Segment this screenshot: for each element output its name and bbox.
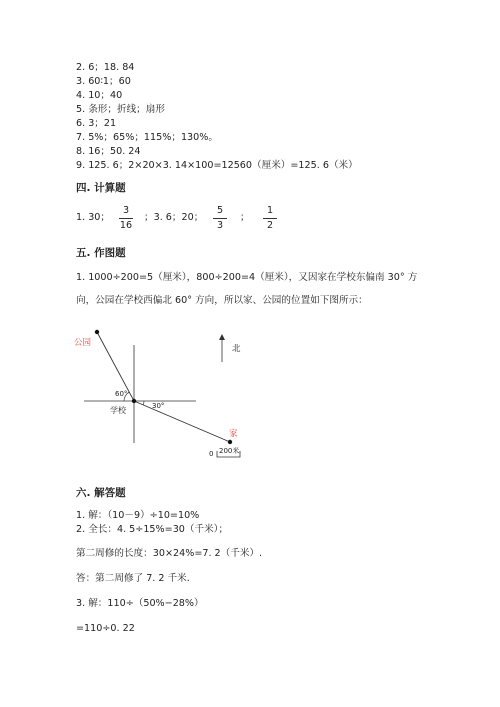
answer-line-3: 3. 60∶1；60	[76, 76, 131, 87]
solution-line-3: 第二周修的长度：30×24%=7. 2（千米）.	[76, 548, 263, 559]
answer-line-2: 2. 6；18. 84	[76, 62, 135, 73]
drawing-paragraph-line-2: 向，公园在学校西偏北 60° 方向，所以家、公园的位置如下图所示：	[76, 295, 368, 306]
drawing-paragraph-line-1: 1. 1000÷200=5（厘米），800÷200=4（厘米），又因家在学校东偏南 30° 方	[76, 272, 418, 283]
calc-separator-2: ；	[240, 212, 250, 223]
angle-arc-east	[143, 401, 144, 405]
answer-line-7: 7. 5%；65%；115%；130%。	[76, 132, 218, 143]
fraction-1-denominator: 16	[119, 220, 133, 231]
answer-line-6: 6. 3；21	[76, 118, 117, 129]
scale-zero-label: 0	[209, 450, 214, 458]
fraction-2-numerator: 5	[216, 205, 224, 216]
school-label: 学校	[110, 406, 126, 415]
angle-east-label: 30°	[152, 402, 165, 410]
north-label: 北	[232, 344, 241, 354]
solution-line-5: 3. 解：110÷（50%−28%）	[76, 598, 204, 609]
solution-line-2: 2. 全长：4. 5÷15%=30（千米）；	[76, 524, 229, 535]
answer-line-9: 9. 125. 6；2×20×3. 14×100=12560（厘米）=125. 6（米）	[76, 160, 358, 171]
answer-line-4: 4. 10；40	[76, 90, 123, 101]
home-point	[228, 440, 232, 444]
solution-line-1: 1. 解：（10－9）÷10=10%	[76, 510, 200, 521]
answer-line-5: 5. 条形；折线；扇形	[76, 104, 165, 115]
park-point	[95, 330, 99, 334]
fraction-1-numerator: 3	[122, 205, 130, 216]
fraction-2-denominator: 3	[216, 220, 224, 231]
answer-line-8: 8. 16；50. 24	[76, 146, 141, 157]
scale-label: 200米	[219, 447, 240, 455]
fraction-3-denominator: 2	[266, 220, 274, 231]
school-point	[132, 399, 136, 403]
fraction-3-numerator: 1	[266, 205, 274, 216]
park-label: 公园	[74, 338, 92, 348]
home-label: 家	[229, 429, 238, 439]
calc-separator-1: ；3. 6；20；	[144, 212, 204, 223]
solution-line-6: =110÷0. 22	[76, 623, 135, 634]
north-arrow-icon	[219, 334, 225, 340]
line-to-home	[134, 401, 230, 442]
section-heading-calc: 四. 计算题	[76, 182, 126, 194]
section-heading-solutions: 六. 解答题	[76, 487, 126, 499]
solution-line-4: 答：第二周修了 7. 2 千米.	[76, 573, 190, 584]
angle-west-label: 60°	[115, 390, 128, 398]
calc-prefix: 1. 30；	[76, 212, 111, 223]
section-heading-drawing: 五. 作图题	[76, 247, 126, 259]
